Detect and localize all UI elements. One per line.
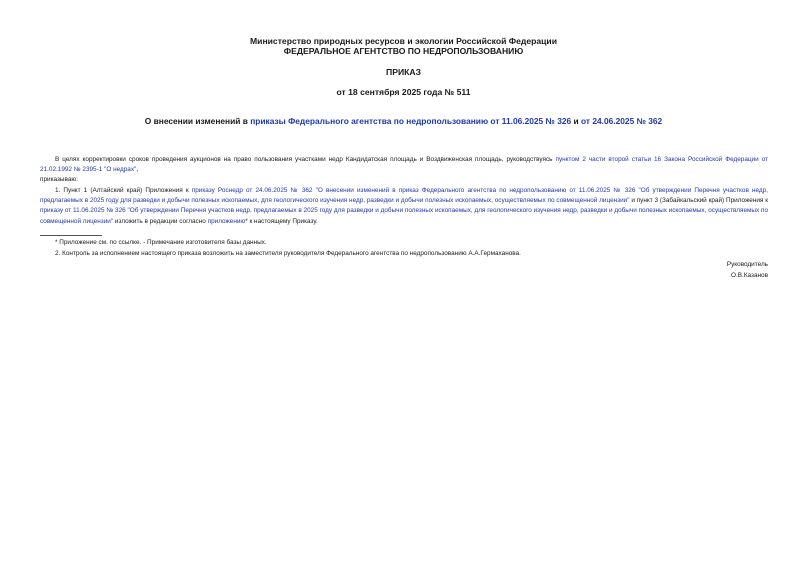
preamble-paragraph	[40, 155, 768, 175]
item-1-text-d: * к настоящему Приказу.	[245, 217, 318, 225]
item-1-text-a: 1. Пункт 1 (Алтайский край) Приложения к	[55, 187, 192, 194]
title-prefix: О внесении изменений в	[144, 116, 251, 126]
preamble-law-link[interactable]: пунктом 2 части второй статьи 16 Закона Российской Федерации от 21.02.1992 № 2395-1 "О недрах"	[40, 156, 768, 174]
item-1-link-order-326[interactable]: приказу от 11.06.2025 № 326 "Об утверждении Перечня участков недр, предлагаемых в 2025 году для разведки и добычи полезных ископаемых, для геологического изучения недр, разведки и добычи полезных ископаемых, осуществляемых по совмещенной лицензии"	[40, 207, 768, 225]
item-1-text-b: и пункт 3 (Забайкальский край) Приложения к	[629, 197, 768, 205]
title-link-order-362[interactable]: от 24.06.2025 № 362	[581, 116, 663, 126]
item-1-paragraph	[40, 186, 768, 227]
footnote: * Приложение см. по ссылке. - Примечание изготовителя базы данных.	[55, 239, 267, 246]
preamble-text: В целях корректировки сроков проведения аукционов на право пользования участками недр Кандидатская площадь и Воздвиженская площадь, руководствуясь	[55, 156, 556, 163]
agency-heading: ФЕДЕРАЛЬНОЕ АГЕНТСТВО ПО НЕДРОПОЛЬЗОВАНИЮ	[283, 46, 524, 56]
signature-position: Руководитель	[726, 261, 768, 268]
item-2-paragraph: 2. Контроль за исполнением настоящего приказа возложить на заместителя руководителя Федерального агентства по недропользованию А.А.Гермаханова.	[55, 250, 521, 257]
signature-name: О.В.Казанов	[731, 272, 768, 279]
doc-type-heading: ПРИКАЗ	[386, 67, 421, 77]
footnote-divider	[40, 235, 102, 236]
item-1-link-order-362[interactable]: приказу Роснедр от 24.06.2025 № 362 "О внесении изменений в приказ Федерального агентства по недропользованию от 11.06.2025 № 326 "Об утверждении Перечня участков недр, предлагаемых в 2025 году для разведки и добычи полезных ископаемых, для геологического изучения недр, разведки и добычи полезных ископаемых, осуществляемых по совмещенной лицензии"	[40, 187, 768, 205]
doc-date: от 18 сентября 2025 года № 511	[336, 87, 471, 97]
title-link-order-326[interactable]: приказы Федерального агентства по недропользованию от 11.06.2025 № 326	[250, 116, 572, 126]
document-title	[0, 116, 807, 126]
item-1-link-appendix[interactable]: приложению	[207, 217, 246, 225]
item-1-text-c: изложить в редакции согласно	[113, 217, 208, 225]
orders-line: приказываю:	[40, 176, 78, 183]
preamble-end: ,	[136, 166, 139, 174]
title-middle: и	[571, 116, 581, 126]
ministry-heading: Министерство природных ресурсов и экологии Российской Федерации	[250, 36, 557, 46]
